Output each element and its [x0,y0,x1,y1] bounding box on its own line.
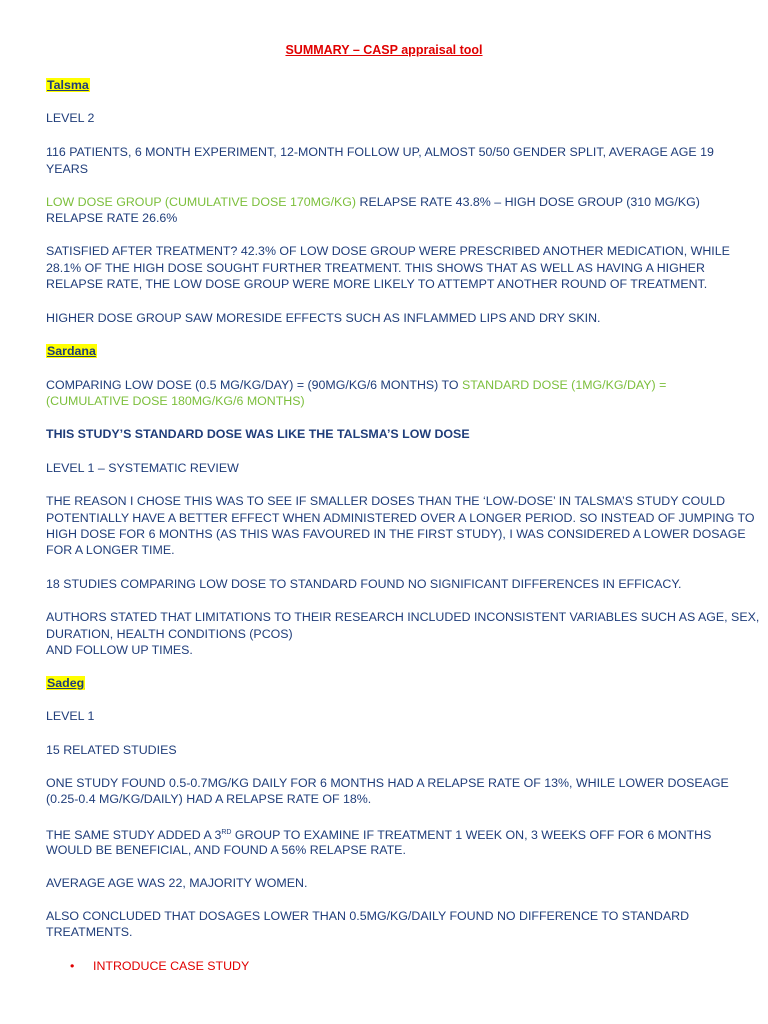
document-title: SUMMARY – CASP appraisal tool [285,43,483,57]
heading-talsma: Talsma [47,78,89,92]
sardana-p5-line3: AND FOLLOW UP TIMES. [46,643,193,657]
sardana-p5-line1: AUTHORS STATED THAT LIMITATIONS TO THEIR RESEARCH INCLUDED INCONSISTENT VARIABLES SUCH AS AGE, SEX, [46,610,760,624]
bullet-dot-icon: • [70,959,75,973]
talsma-p1-line2: YEARS [46,162,89,176]
section-heading-sardana [46,343,726,360]
section-heading-talsma [46,77,726,94]
talsma-p2-line1 [46,194,726,211]
talsma-p4: HIGHER DOSE GROUP SAW MORESIDE EFFECTS SUCH AS INFLAMMED LIPS AND DRY SKIN. [46,311,601,325]
sardana-level: LEVEL 1 – SYSTEMATIC REVIEW [46,461,239,475]
sardana-p1-line1 [46,377,726,394]
sadeg-p3-suffix: GROUP TO EXAMINE IF TREATMENT 1 WEEK ON, 3 WEEKS OFF FOR 6 MONTHS [231,828,712,843]
sardana-p4: 18 STUDIES COMPARING LOW DOSE TO STANDARD FOUND NO SIGNIFICANT DIFFERENCES IN EFFICACY. [46,577,682,591]
sadeg-p3-superscript: RD [221,829,232,836]
sardana-p5-line2: DURATION, HEALTH CONDITIONS (PCOS) [46,627,293,641]
talsma-p1-line1: 116 PATIENTS, 6 MONTH EXPERIMENT, 12-MONTH FOLLOW UP, ALMOST 50/50 GENDER SPLIT, AVERAGE AGE 19 [46,145,714,159]
sadeg-p5-line2: TREATMENTS. [46,925,133,939]
heading-sardana: Sardana [47,344,96,358]
heading-sadeg: Sadeg [47,676,85,690]
sadeg-p3-line2: WOULD BE BENEFICIAL, AND FOUND A 56% RELAPSE RATE. [46,843,406,857]
sardana-p2: THIS STUDY’S STANDARD DOSE WAS LIKE THE TALSMA’S LOW DOSE [46,427,470,441]
sardana-p3-line1: THE REASON I CHOSE THIS WAS TO SEE IF SMALLER DOSES THAN THE ‘LOW-DOSE’ IN TALSMA’S STUDY COULD [46,494,726,508]
talsma-relapse-text: RELAPSE RATE 43.8% – HIGH DOSE GROUP (310 MG/KG) [356,195,700,209]
talsma-p3-line2: 28.1% OF THE HIGH DOSE SOUGHT FURTHER TREATMENT. THIS SHOWS THAT AS WELL AS HAVING A HIGHER [46,261,705,275]
bullet-introduce-case-study: INTRODUCE CASE STUDY [93,959,250,973]
sadeg-p1: 15 RELATED STUDIES [46,743,177,757]
section-heading-sadeg [46,675,726,692]
sardana-p3-line3: HIGH DOSE FOR 6 MONTHS (AS THIS WAS FAVOURED IN THE FIRST STUDY), I WAS CONSIDERED A LOWER DOSAGE [46,527,746,541]
sardana-p3-line4: FOR A LONGER TIME. [46,543,175,557]
sadeg-p2-line2: (0.25-0.4 MG/KG/DAILY) HAD A RELAPSE RATE OF 18%. [46,792,372,806]
sardana-p1-line2: (CUMULATIVE DOSE 180MG/KG/6 MONTHS) [46,394,305,408]
talsma-p3-line3: RELAPSE RATE, THE LOW DOSE GROUP WERE MORE LIKELY TO ATTEMPT ANOTHER ROUND OF TREATMENT. [46,277,708,291]
sadeg-p3-line1 [46,825,726,844]
talsma-level: LEVEL 2 [46,111,95,125]
sadeg-p2-line1: ONE STUDY FOUND 0.5-0.7MG/KG DAILY FOR 6 MONTHS HAD A RELAPSE RATE OF 13%, WHILE LOWER DOSEAGE [46,776,729,790]
sadeg-p4: AVERAGE AGE WAS 22, MAJORITY WOMEN. [46,876,308,890]
talsma-p2-line2: RELAPSE RATE 26.6% [46,211,178,225]
sadeg-p3-prefix: THE SAME STUDY ADDED A 3 [46,828,222,843]
talsma-low-dose-text: LOW DOSE GROUP (CUMULATIVE DOSE 170MG/KG) [46,195,357,209]
sardana-low-dose-text: COMPARING LOW DOSE (0.5 MG/KG/DAY) = (90MG/KG/6 MONTHS) TO [46,378,462,392]
sadeg-level: LEVEL 1 [46,709,95,723]
sadeg-p5-line1: ALSO CONCLUDED THAT DOSAGES LOWER THAN 0.5MG/KG/DAILY FOUND NO DIFFERENCE TO STANDARD [46,909,690,923]
sardana-standard-dose-text: STANDARD DOSE (1MG/KG/DAY) = [461,378,667,392]
talsma-p3-line1: SATISFIED AFTER TREATMENT? 42.3% OF LOW DOSE GROUP WERE PRESCRIBED ANOTHER MEDICATION, WHILE [46,244,730,258]
sardana-p3-line2: POTENTIALLY HAVE A BETTER EFFECT WHEN ADMINISTERED OVER A LONGER PERIOD. SO INSTEAD OF JUMPING TO [46,511,755,525]
